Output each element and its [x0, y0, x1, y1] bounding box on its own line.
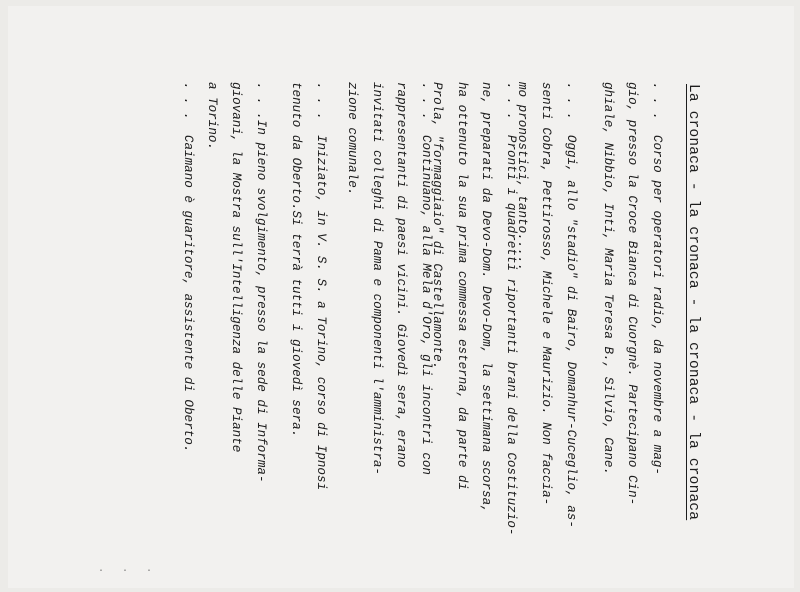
news-item-stadio-bairo: . . . Oggi, allo "stadio" di Bairo, Domanhur-Cuceglio, as- senti Cobra, Pettirosso, Michele e Maurizio. Non faccia- mo pronostici, tanto..... [515, 82, 578, 528]
news-item-caimano: . . . Caimano è guaritore, assistente di Oberto. [181, 82, 195, 453]
page-title: La cronaca - la cronaca - la cronaca - la cronaca [685, 84, 701, 521]
document-page [8, 6, 794, 588]
news-item-quadretti: . . . Pronti i quadretti riportanti brani della Costituzio- ne, preparati da Devo-Dom. Devo-Dom, la settimana scorsa, ha ottenuto la sua prima commessa esterna, da parte di Prola, "formaggiaio" di Castellamonte. [430, 82, 518, 536]
news-item-mostra: . . .In pieno svolgimento, presso la sede di Informa- giovani, la Mostra sull'Intelligenza delle Piante a Torino. [205, 82, 268, 483]
news-item-mela-doro: . . . Continuano, alla Mela d'Oro, gli incontri con rappresentanti di paesi vicini. Giovedì sera, erano invitati colleghi di Pama e componenti l'amministra- zione comunale. [345, 82, 433, 475]
paper-specks-decoration: · · · [98, 566, 159, 577]
rotated-text-block [143, 24, 703, 584]
news-item-ipnosi: . . . Iniziato, in V. S. S. a Torino, corso di Ipnosi tenuto da Oberto.Si terrà tutti i giovedì sera. [289, 82, 328, 491]
news-item-radio-course: . . . Corso per operatori radio, da novembre a mag- gio, presso la Croce Bianca di Cuorgnè. Partecipano Cin- ghiale, Nibbio, Inti, Maria Teresa B., Silvio, Cane. [601, 82, 664, 506]
